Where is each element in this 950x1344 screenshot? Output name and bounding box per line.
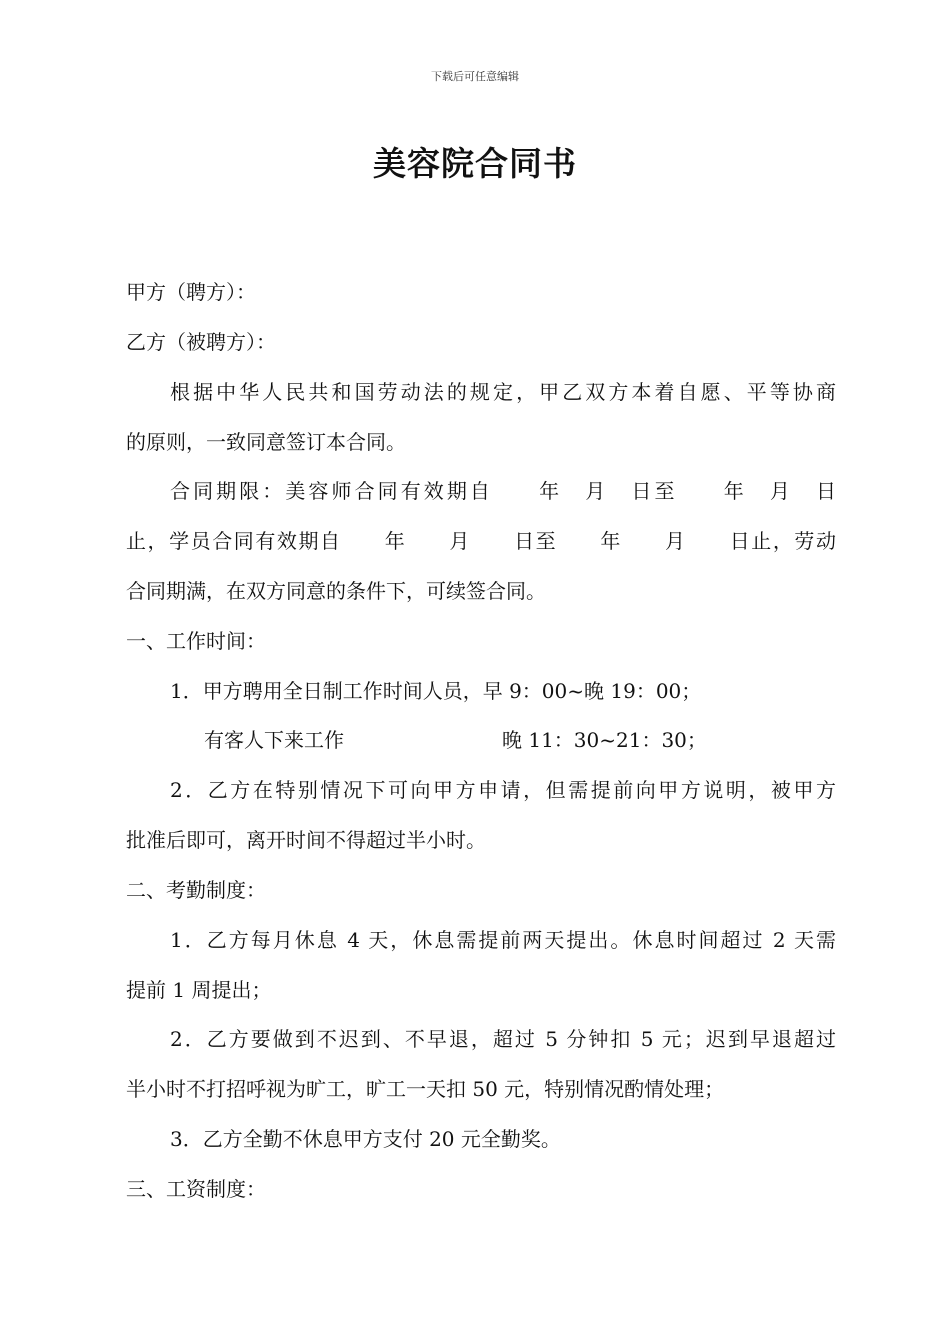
section-2-item-1-line-2: 提前 1 周提出；	[126, 978, 272, 1002]
contract-term-line-2: 止，学员合同有效期自 年 月 日至 年 月 日止，劳动	[126, 529, 836, 553]
section-1-item-2-line-2: 批准后即可，离开时间不得超过半小时。	[126, 828, 486, 852]
header-note: 下载后可任意编辑	[431, 70, 519, 83]
section-1-item-1b	[204, 725, 836, 755]
section-1-item-2-line-1: 2．乙方在特别情况下可向甲方申请，但需提前向甲方说明，被甲方	[170, 778, 836, 802]
section-1-item-1b-right: 晚 11：30~21：30；	[502, 728, 707, 752]
section-2-heading: 二、考勤制度：	[126, 878, 266, 902]
section-1-item-1b-left: 有客人下来工作	[204, 728, 344, 752]
preamble-line-1: 根据中华人民共和国劳动法的规定，甲乙双方本着自愿、平等协商	[170, 380, 836, 404]
section-2-item-2-line-2: 半小时不打招呼视为旷工，旷工一天扣 50 元，特别情况酌情处理；	[126, 1077, 725, 1101]
section-1-heading: 一、工作时间：	[126, 629, 266, 653]
contract-term-line-1: 合同期限：美容师合同有效期自 年 月 日至 年 月 日	[170, 479, 836, 503]
section-3-heading: 三、工资制度：	[126, 1177, 266, 1201]
section-1-item-1: 1．甲方聘用全日制工作时间人员，早 9：00~晚 19：00；	[170, 679, 702, 703]
section-2-item-3: 3．乙方全勤不休息甲方支付 20 元全勤奖。	[170, 1127, 561, 1151]
preamble-line-2: 的原则，一致同意签订本合同。	[126, 430, 406, 454]
section-2-item-2-line-1: 2．乙方要做到不迟到、不早退，超过 5 分钟扣 5 元；迟到早退超过	[170, 1027, 836, 1051]
contract-term-line-3: 合同期满，在双方同意的条件下，可续签合同。	[126, 579, 546, 603]
section-2-item-1-line-1: 1．乙方每月休息 4 天，休息需提前两天提出。休息时间超过 2 天需	[170, 928, 836, 952]
party-a-line: 甲方（聘方）：	[126, 280, 256, 304]
party-b-line: 乙方（被聘方）：	[126, 330, 276, 354]
document-title: 美容院合同书	[373, 144, 577, 183]
